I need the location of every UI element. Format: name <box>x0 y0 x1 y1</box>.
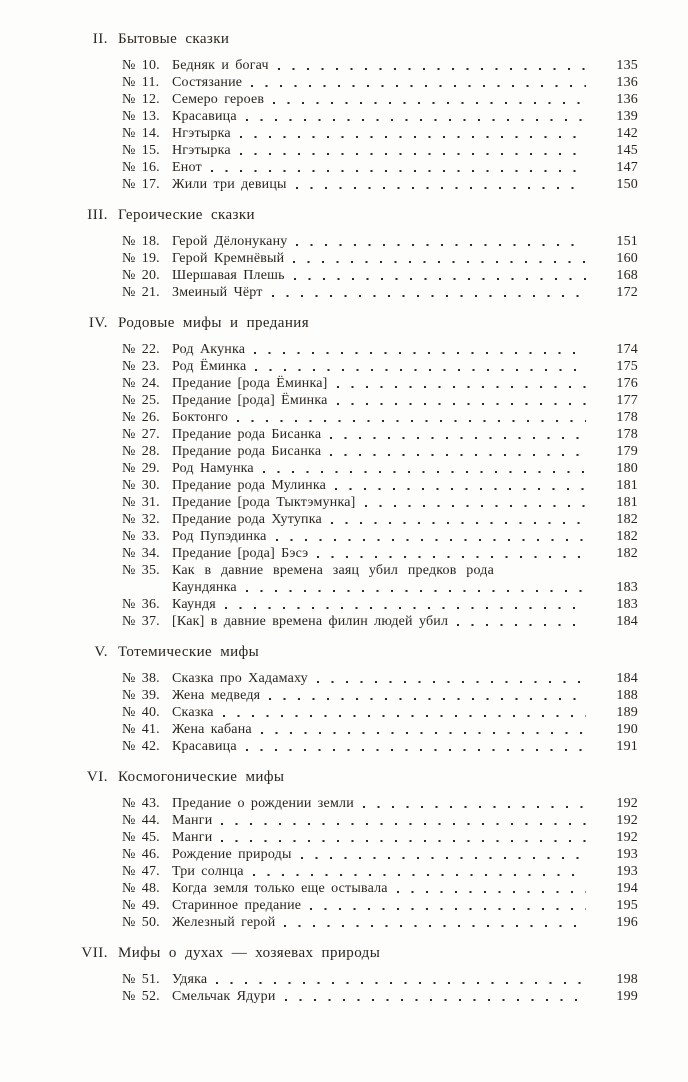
entry-number: № 47. <box>122 864 160 879</box>
entry-page-number: 184 <box>616 671 638 686</box>
entry-number: № 38. <box>122 671 160 686</box>
toc-entry-row <box>122 914 638 931</box>
entry-title: Боктонго <box>172 410 229 425</box>
section-title: Мифы о духах — хозяевах природы <box>118 945 381 961</box>
entry-number: № 37. <box>122 614 160 629</box>
entry-number: № 17. <box>122 177 160 192</box>
entry-title: Каундя <box>172 597 216 612</box>
entry-number: № 10. <box>122 58 160 73</box>
entry-title: Манги <box>172 813 213 828</box>
toc-entry-row <box>122 829 638 846</box>
toc-section <box>66 30 638 193</box>
dot-leader <box>329 511 586 528</box>
dot-leader <box>333 477 586 494</box>
entry-title: Род Намунка <box>172 461 254 476</box>
toc-entry-row <box>122 74 638 91</box>
entry-page-number: 182 <box>616 512 638 527</box>
entry-page-number: 195 <box>616 898 638 913</box>
entry-number: № 22. <box>122 342 160 357</box>
entry-number: № 21. <box>122 285 160 300</box>
dot-leader <box>244 738 586 755</box>
section-title: Героические сказки <box>118 207 255 223</box>
toc-entry-row <box>122 250 638 267</box>
entry-title: Шершавая Плешь <box>172 268 285 283</box>
toc-entry-row <box>122 375 638 392</box>
entry-page-number: 181 <box>616 478 638 493</box>
dot-leader <box>244 108 586 125</box>
entry-number: № 46. <box>122 847 160 862</box>
dot-leader <box>235 409 586 426</box>
entry-page-number: 194 <box>616 881 638 896</box>
entry-number: № 39. <box>122 688 160 703</box>
entry-number: № 18. <box>122 234 160 249</box>
section-header <box>66 768 638 786</box>
entry-number: № 20. <box>122 268 160 283</box>
section-header <box>66 206 638 224</box>
dot-leader <box>219 812 586 829</box>
entry-number: № 44. <box>122 813 160 828</box>
entry-page-number: 151 <box>616 234 638 249</box>
entry-page-number: 178 <box>616 427 638 442</box>
section-numeral: VI. <box>86 769 108 785</box>
entry-title: Три солнца <box>172 864 244 879</box>
entry-title: Предание рода Хутупка <box>172 512 322 527</box>
dot-leader <box>244 579 586 596</box>
entry-title: Змеиный Чёрт <box>172 285 263 300</box>
entry-page-number: 179 <box>616 444 638 459</box>
toc-entry-row <box>122 721 638 738</box>
toc-entry-row <box>122 846 638 863</box>
entry-title: Железный герой <box>172 915 276 930</box>
toc-entry-row <box>122 562 638 579</box>
entry-page-number: 191 <box>616 739 638 754</box>
dot-leader <box>294 176 586 193</box>
dot-leader <box>283 988 586 1005</box>
entry-page-number: 136 <box>616 75 638 90</box>
entry-title: Предание [рода] Бэсэ <box>172 546 309 561</box>
entry-number: № 19. <box>122 251 160 266</box>
dot-leader <box>274 528 586 545</box>
toc-entry-row <box>122 738 638 755</box>
toc-entry-row <box>122 460 638 477</box>
section-numeral: III. <box>87 207 108 223</box>
dot-leader <box>335 392 586 409</box>
dot-leader <box>294 233 586 250</box>
toc-entry-row <box>122 108 638 125</box>
toc-section <box>66 314 638 630</box>
dot-leader <box>253 358 586 375</box>
toc-entry-row <box>122 812 638 829</box>
entry-page-number: 135 <box>616 58 638 73</box>
entry-page-number: 147 <box>616 160 638 175</box>
entry-title: Манги <box>172 830 213 845</box>
entry-page-number: 150 <box>616 177 638 192</box>
entry-number: № 25. <box>122 393 160 408</box>
dot-leader <box>261 460 586 477</box>
entry-title: Жена кабана <box>172 722 252 737</box>
entry-page-number: 192 <box>616 813 638 828</box>
entry-title: Сказка <box>172 705 214 720</box>
section-title: Бытовые сказки <box>118 31 230 47</box>
dot-leader <box>252 341 586 358</box>
entry-number: № 12. <box>122 92 160 107</box>
toc-entry-row <box>122 341 638 358</box>
entry-page-number: 178 <box>616 410 638 425</box>
entry-number: № 36. <box>122 597 160 612</box>
toc-entry-row <box>122 988 638 1005</box>
entry-number: № 14. <box>122 126 160 141</box>
entry-title: Предание о рождении земли <box>172 796 354 811</box>
toc-entry-row <box>122 613 638 630</box>
entry-number: № 45. <box>122 830 160 845</box>
toc-entry-row <box>122 704 638 721</box>
dot-leader <box>271 91 586 108</box>
entry-title: Как в давние времена заяц убил предков рода <box>172 563 495 578</box>
entry-number: № 40. <box>122 705 160 720</box>
entry-title: Предание [рода Ёминка] <box>172 376 328 391</box>
entry-number: № 50. <box>122 915 160 930</box>
entry-page-number: 183 <box>616 597 638 612</box>
toc-entry-row <box>122 596 638 613</box>
dot-leader <box>249 74 586 91</box>
entry-number: № 30. <box>122 478 160 493</box>
section-header <box>66 643 638 661</box>
dot-leader <box>335 375 586 392</box>
entry-number: № 41. <box>122 722 160 737</box>
entry-page-number: 192 <box>616 796 638 811</box>
entry-number: № 27. <box>122 427 160 442</box>
dot-leader <box>328 426 586 443</box>
entry-number: № 49. <box>122 898 160 913</box>
dot-leader <box>328 443 586 460</box>
entry-page-number: 177 <box>616 393 638 408</box>
entry-page-number: 193 <box>616 864 638 879</box>
toc-entry-row <box>122 545 638 562</box>
toc-entry-row <box>122 477 638 494</box>
entry-page-number: 168 <box>616 268 638 283</box>
dot-leader <box>361 795 586 812</box>
dot-leader <box>363 494 586 511</box>
entry-page-number: 160 <box>616 251 638 266</box>
entry-number: № 29. <box>122 461 160 476</box>
entry-page-number: 175 <box>616 359 638 374</box>
entry-title: Предание рода Бисанка <box>172 427 322 442</box>
dot-leader <box>238 125 586 142</box>
toc-section <box>66 643 638 755</box>
entry-page-number: 196 <box>616 915 638 930</box>
toc-entry-row <box>122 57 638 74</box>
entry-page-number: 142 <box>616 126 638 141</box>
entry-title: Герой Дёлонукану <box>172 234 288 249</box>
dot-leader <box>299 846 586 863</box>
entry-page-number: 199 <box>616 989 638 1004</box>
entry-title: Енот <box>172 160 202 175</box>
toc-entry-row <box>122 358 638 375</box>
entry-title: Род Ёминка <box>172 359 247 374</box>
section-numeral: II. <box>92 31 108 47</box>
dot-leader <box>238 142 586 159</box>
entry-title: Жили три девицы <box>172 177 287 192</box>
dot-leader <box>315 670 586 687</box>
dot-leader <box>259 721 586 738</box>
entry-page-number: 192 <box>616 830 638 845</box>
entry-number: № 26. <box>122 410 160 425</box>
entry-title: Смельчак Ядури <box>172 989 276 1004</box>
dot-leader <box>221 704 586 721</box>
entry-page-number: 198 <box>616 972 638 987</box>
entry-number: № 33. <box>122 529 160 544</box>
entry-title: Удяка <box>172 972 208 987</box>
entry-number: № 16. <box>122 160 160 175</box>
dot-leader <box>282 914 586 931</box>
entry-title: Сказка про Хадамаху <box>172 671 308 686</box>
toc-entry-row <box>122 176 638 193</box>
toc-entry-row <box>122 880 638 897</box>
entry-number: № 48. <box>122 881 160 896</box>
entry-number: № 23. <box>122 359 160 374</box>
section-numeral: IV. <box>88 315 108 331</box>
toc-entry-row <box>122 897 638 914</box>
entry-number: № 35. <box>122 563 160 578</box>
entry-page-number: 172 <box>616 285 638 300</box>
entry-title: Рождение природы <box>172 847 292 862</box>
entry-title: Предание рода Мулинка <box>172 478 327 493</box>
entry-number: № 31. <box>122 495 160 510</box>
section-header <box>66 944 638 962</box>
dot-leader <box>270 284 586 301</box>
toc-section <box>66 206 638 301</box>
dot-leader <box>292 267 586 284</box>
toc-entry-row <box>122 267 638 284</box>
entry-title: [Как] в давние времена филин людей убил <box>172 614 449 629</box>
entry-title: Нгэтырка <box>172 143 231 158</box>
entry-page-number: 193 <box>616 847 638 862</box>
dot-leader <box>267 687 586 704</box>
entry-page-number: 180 <box>616 461 638 476</box>
entry-title: Предание рода Бисанка <box>172 444 322 459</box>
dot-leader <box>219 829 586 846</box>
dot-leader <box>291 250 586 267</box>
entry-title: Жена медведя <box>172 688 261 703</box>
dot-leader <box>209 159 586 176</box>
section-header <box>66 314 638 332</box>
section-title: Родовые мифы и предания <box>118 315 310 331</box>
section-numeral: V. <box>94 644 108 660</box>
toc-entry-row <box>122 409 638 426</box>
entry-page-number: 189 <box>616 705 638 720</box>
entry-number: № 15. <box>122 143 160 158</box>
section-title: Космогонические мифы <box>118 769 285 785</box>
entry-title: Старинное предание <box>172 898 302 913</box>
entry-title: Род Пупэдинка <box>172 529 267 544</box>
entry-title: Состязание <box>172 75 243 90</box>
dot-leader <box>455 613 586 630</box>
dot-leader <box>308 897 586 914</box>
toc-entry-row <box>122 426 638 443</box>
entry-title-continuation: Каундянка <box>172 580 237 595</box>
dot-leader <box>395 880 586 897</box>
entry-number: № 32. <box>122 512 160 527</box>
entry-number: № 42. <box>122 739 160 754</box>
section-numeral: VII. <box>81 945 108 961</box>
dot-leader <box>251 863 586 880</box>
dot-leader <box>214 971 586 988</box>
entry-number: № 43. <box>122 796 160 811</box>
entry-number: № 34. <box>122 546 160 561</box>
entry-title: Семеро героев <box>172 92 265 107</box>
entry-title: Бедняк и богач <box>172 58 269 73</box>
toc-entry-row <box>122 159 638 176</box>
toc-section <box>66 768 638 931</box>
entry-title: Красавица <box>172 109 237 124</box>
entry-number: № 51. <box>122 972 160 987</box>
entry-page-number: 145 <box>616 143 638 158</box>
table-of-contents <box>66 30 638 1005</box>
entry-page-number: 176 <box>616 376 638 391</box>
toc-entry-row <box>122 494 638 511</box>
toc-entry-row <box>122 863 638 880</box>
toc-entry-row <box>122 528 638 545</box>
entry-page-number: 190 <box>616 722 638 737</box>
dot-leader <box>315 545 586 562</box>
entry-title: Красавица <box>172 739 237 754</box>
entry-page-number: 182 <box>616 546 638 561</box>
entry-page-number: 174 <box>616 342 638 357</box>
dot-leader <box>276 57 586 74</box>
section-header <box>66 30 638 48</box>
toc-entry-row <box>122 142 638 159</box>
toc-entry-row <box>122 284 638 301</box>
entry-page-number: 181 <box>616 495 638 510</box>
toc-entry-row <box>122 971 638 988</box>
toc-entry-row <box>122 91 638 108</box>
toc-entry-continuation-row <box>172 579 638 596</box>
entry-title: Род Акунка <box>172 342 246 357</box>
toc-entry-row <box>122 511 638 528</box>
toc-entry-row <box>122 392 638 409</box>
entry-number: № 52. <box>122 989 160 1004</box>
section-title: Тотемические мифы <box>118 644 260 660</box>
toc-entry-row <box>122 125 638 142</box>
entry-title: Предание [рода] Ёминка <box>172 393 328 408</box>
entry-page-number: 183 <box>616 580 638 595</box>
entry-page-number: 188 <box>616 688 638 703</box>
entry-title: Нгэтырка <box>172 126 231 141</box>
entry-number: № 24. <box>122 376 160 391</box>
entry-title: Когда земля только еще остывала <box>172 881 388 896</box>
toc-section <box>66 944 638 1005</box>
entry-title: Герой Кремнёвый <box>172 251 285 266</box>
toc-entry-row <box>122 443 638 460</box>
entry-page-number: 184 <box>616 614 638 629</box>
toc-entry-row <box>122 233 638 250</box>
entry-page-number: 182 <box>616 529 638 544</box>
entry-number: № 11. <box>122 75 160 90</box>
entry-title: Предание [рода Тыктэмунка] <box>172 495 356 510</box>
entry-page-number: 139 <box>616 109 638 124</box>
entry-number: № 28. <box>122 444 160 459</box>
toc-entry-row <box>122 670 638 687</box>
toc-entry-row <box>122 687 638 704</box>
entry-page-number: 136 <box>616 92 638 107</box>
toc-entry-row <box>122 795 638 812</box>
entry-number: № 13. <box>122 109 160 124</box>
dot-leader <box>223 596 586 613</box>
